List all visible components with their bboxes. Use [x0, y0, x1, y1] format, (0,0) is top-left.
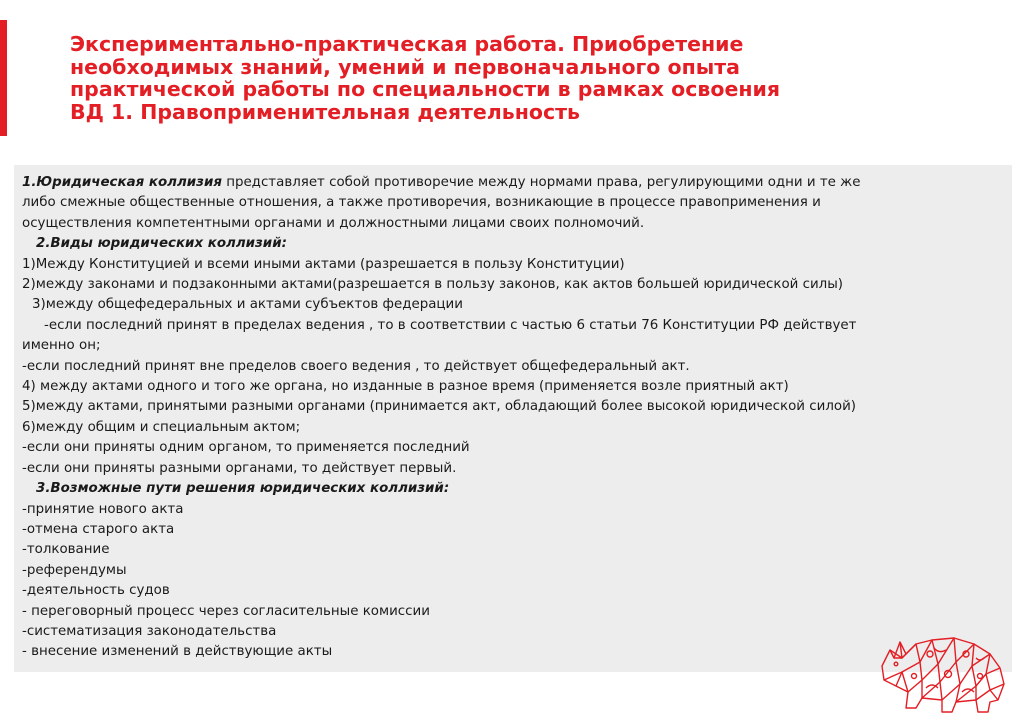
text-line: - внесение изменений в действующие акты [22, 644, 333, 660]
text-line: -референдумы [22, 562, 127, 578]
text-line: 3)между общефедеральных и актами субъектов федерации [32, 297, 463, 313]
title-line: необходимых знаний, умений и первоначального опыта [70, 54, 740, 79]
term-lead: 1.Юридическая коллизия [22, 175, 222, 190]
text-line: -деятельность судов [22, 583, 170, 599]
text-line: либо смежные общественные отношения, а также противоречия, возникающие в процессе правоприменения и [22, 195, 821, 211]
section-heading: 2.Виды юридических коллизий: [36, 236, 287, 252]
text-line [22, 173, 997, 193]
text-line: 6)между общим и специальным актом; [22, 419, 301, 435]
text-line: -если они приняты разными органами, то действует первый. [22, 460, 457, 476]
text-line: -если последний принят в пределах ведения , то в соответствии с частью 6 статьи 76 Конституции РФ действует [44, 317, 857, 333]
text-line: 2)между законами и подзаконными актами(разрешается в пользу законов, как актов большей юридической силы) [22, 277, 844, 293]
section-heading: 3.Возможные пути решения юридических коллизий: [36, 481, 450, 497]
text-line: осуществления компетентными органами и должностными лицами своих полномочий. [22, 215, 645, 231]
page-title [70, 33, 950, 123]
text-span: представляет собой противоречие между нормами права, регулирующими одни и те же [221, 175, 861, 190]
text-line: 4) между актами одного и того же органа, но изданные в разное время (применяется возле приятный акт) [22, 379, 789, 395]
text-line: -толкование [22, 542, 110, 558]
text-line: -отмена старого акта [22, 521, 175, 537]
content-panel [14, 165, 1012, 672]
text-line: 1)Между Конституцией и всеми иными актами (разрешается в пользу Конституции) [22, 256, 625, 272]
text-line: -систематизация законодательства [22, 623, 277, 639]
title-line: практической работы по специальности в рамках освоения [70, 77, 781, 101]
body-text [22, 173, 997, 663]
text-line: 5)между актами, принятыми разными органами (принимается акт, обладающий более высокой юридической силой) [22, 399, 856, 415]
text-line: именно он; [22, 338, 101, 354]
text-line: -принятие нового акта [22, 501, 184, 517]
title-line: Экспериментально-практическая работа. Приобретение [70, 32, 744, 56]
accent-bar [0, 20, 7, 136]
text-line: -если последний принят вне пределов своего ведения , то действует общефедеральный акт. [22, 358, 690, 374]
title-line: ВД 1. Правоприменительная деятельность [70, 99, 581, 124]
rhino-icon [876, 628, 1010, 716]
text-line: - переговорный процесс через согласительные комиссии [22, 603, 430, 619]
text-line: -если они приняты одним органом, то применяется последний [22, 440, 470, 456]
